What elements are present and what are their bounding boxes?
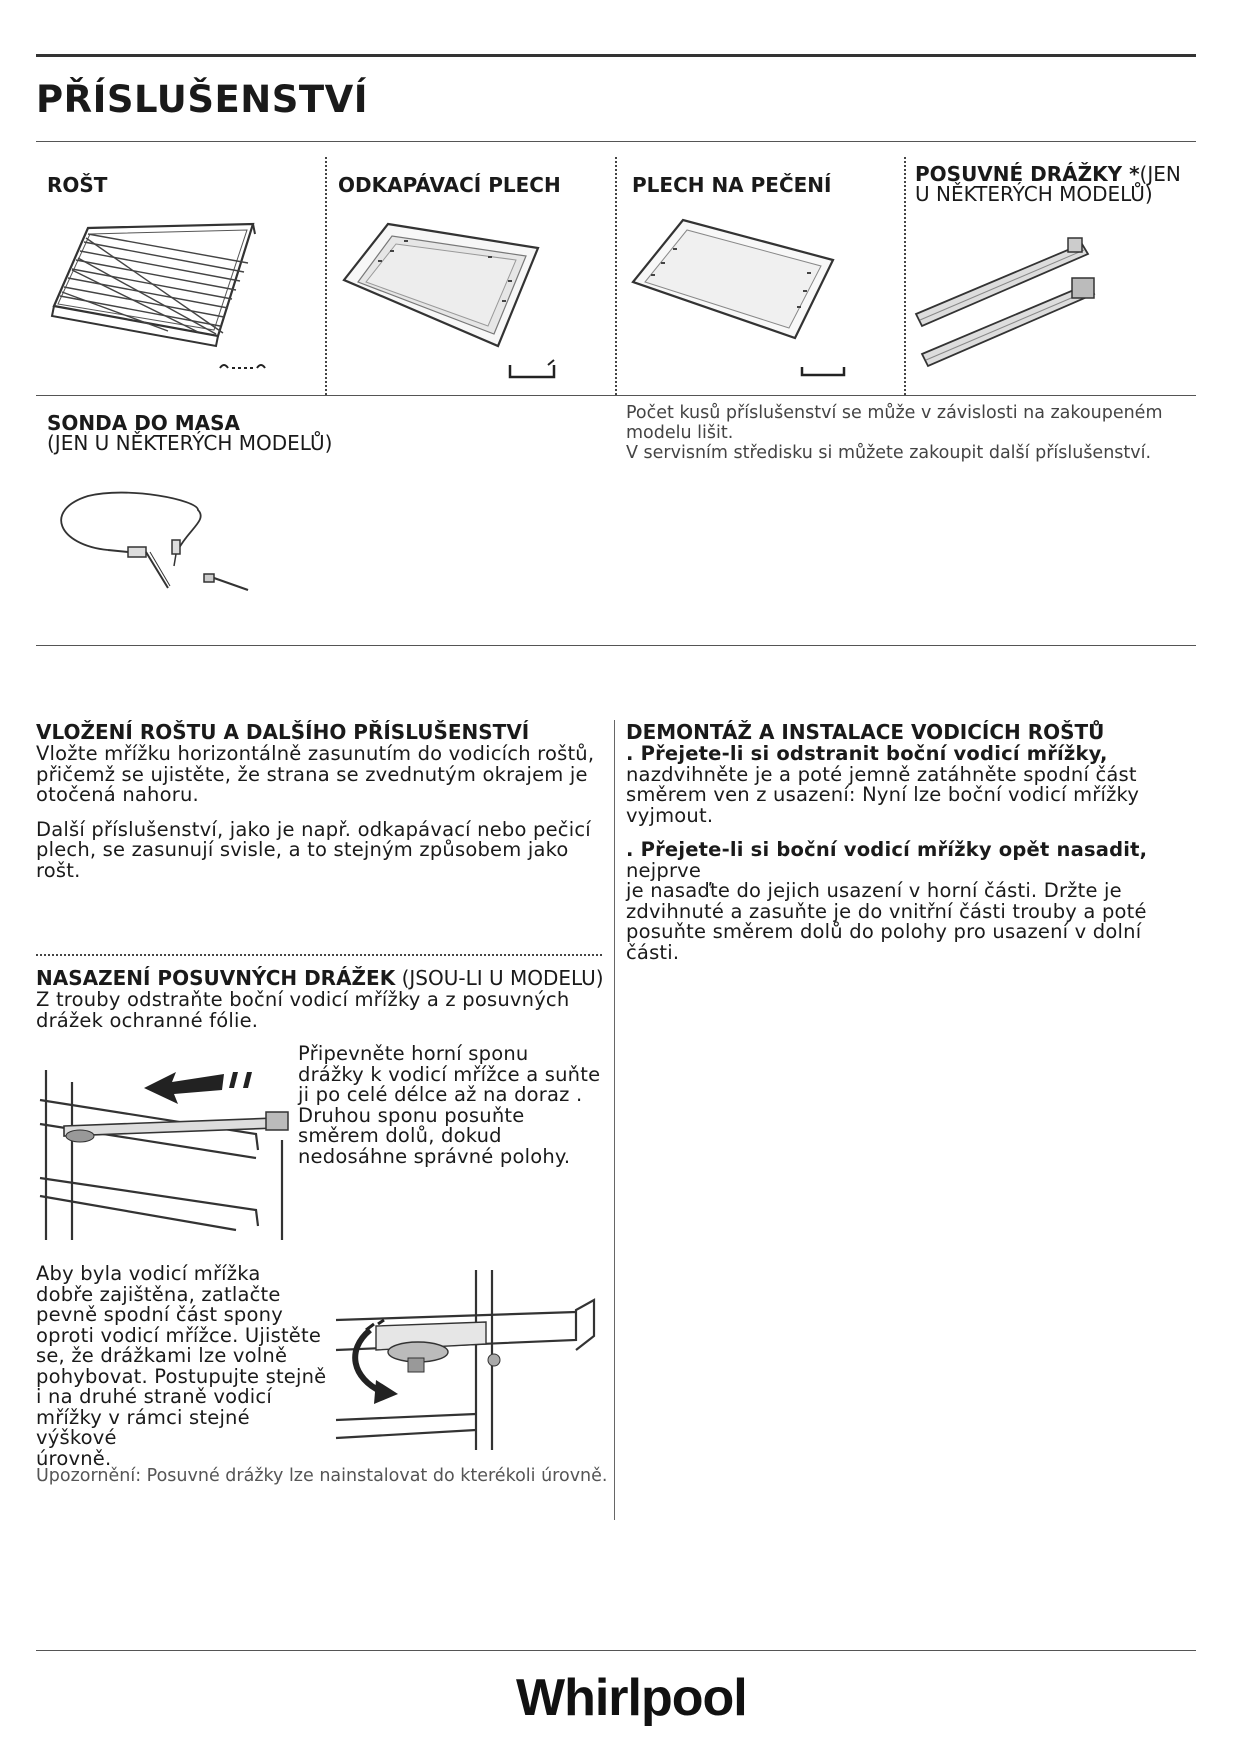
section-slides-note: (JSOU-LI U MODELU) [395,966,604,990]
accessories-bottom-rule [36,645,1196,646]
text-line: posuňte směrem dolů do polohy pro usazení v dolní [626,920,1142,943]
text-line: Vložte mřížku horizontálně zasunutím do vodicích roštů, [36,742,595,765]
text-line: rošt. [36,858,81,882]
text-line: plech, se zasunují svisle, a to stejným způsobem jako [36,838,569,861]
info-line-1: Počet kusů příslušenství se může v závislosti na zakoupeném [626,403,1163,423]
text-line: Připevněte horní sponu [298,1042,529,1065]
column-divider [614,720,615,1520]
section-slides-heading [36,966,606,990]
text-line: drážky k vodicí mřížce a suňte [298,1062,601,1086]
brand-logo: Whirlpool [516,1669,747,1727]
accessory-rost-label: ROŠT [47,173,108,197]
info-line-2: modelu lišit. [626,423,734,443]
text-line: pohybovat. Postupujte stejně [36,1364,327,1388]
text-line: je nasaďte do jejich usazení v horní části. Držte je [626,879,1122,902]
footer-rule [36,1650,1196,1651]
title-rule [36,141,1196,142]
accessory-posuvne-label [915,164,1181,204]
text-line: pevně spodní část spony [36,1303,283,1326]
meat-probe-image [48,490,258,600]
text-line: nedosáhne správné polohy. [298,1144,571,1168]
accessories-info [626,403,1163,463]
accessory-sonda-note: (JEN U NĚKTERÝCH MODELŮ) [47,431,333,455]
section-remove-paragraph-1 [626,744,1196,826]
text-line: Druhou sponu posuňte [298,1103,525,1127]
text-line: mřížky v rámci stejné výškové [36,1405,250,1449]
top-rule [36,54,1196,57]
drip-tray-image [338,220,568,390]
info-line-3: V servisním středisku si můžete zakoupit další příslušenství. [626,443,1152,463]
accessory-posuvne-note-2: U NĚKTERÝCH MODELŮ) [915,182,1153,206]
slide-lock-image [336,1270,606,1450]
text-line: směrem dolů, dokud [298,1124,502,1147]
text-line: Z trouby odstraňte boční vodicí mřížky a z posuvných [36,988,570,1011]
telescopic-slides-image [912,236,1112,366]
accessory-sonda-title: SONDA DO MASA [47,411,241,435]
accessory-posuvne-title: POSUVNÉ DRÁŽKY * [915,162,1140,186]
accessory-plech-label: PLECH NA PEČENÍ [632,173,832,197]
text-line: přičemž se ujistěte, že strana se zvednutým okrajem je [36,762,588,786]
section-insert-heading: VLOŽENÍ ROŠTU A DALŠÍHO PŘÍSLUŠENSTVÍ [36,720,530,744]
section-slides-warning: Upozornění: Posuvné drážky lze nainstalovat do kterékoli úrovně. [36,1466,608,1486]
section-slides-title: NASAZENÍ POSUVNÝCH DRÁŽEK [36,966,396,990]
text-line: nazdvihněte je a poté jemně zatáhněte spodní část [626,762,1137,786]
section-separator [36,954,602,956]
section-insert-paragraph-1 [36,744,606,806]
section-remove-p2-rest: nejprve [626,858,702,882]
text-line: vyjmout. [626,803,714,827]
text-line: zdvihnuté a zasuňte je do vnitřní části trouby a poté [626,899,1147,923]
section-insert [36,720,606,895]
baking-tray-image [627,210,857,380]
grid-divider-1 [325,157,327,395]
section-remove-heading: DEMONTÁŽ A INSTALACE VODICÍCH ROŠTŮ [626,720,1105,744]
grid-divider-2 [615,157,617,395]
accessory-posuvne-note-1: (JEN [1139,162,1181,186]
accessory-sonda-label [47,413,332,453]
text-line: části. [626,940,680,964]
section-slides-step-2 [36,1264,336,1469]
page-title: PŘÍSLUŠENSTVÍ [36,78,369,121]
slide-mounting-image [36,1060,296,1240]
section-remove-paragraph-2 [626,840,1196,963]
section-slides [36,966,606,1031]
text-line: Aby byla vodicí mřížka [36,1262,261,1285]
grid-divider-3 [904,157,906,395]
text-line: úrovně. [36,1446,112,1470]
wire-rack-image [48,218,258,378]
section-remove [626,720,1196,977]
text-line: dobře zajištěna, zatlačte [36,1282,281,1306]
text-line: oproti vodicí mřížce. Ujistěte [36,1323,322,1347]
section-remove-p1-bold: . Přejete-li si odstranit boční vodicí mřížky, [626,742,1108,765]
text-line: Další příslušenství, jako je např. odkapávací nebo pečicí [36,817,591,841]
accessory-odkapavaci-label: ODKAPÁVACÍ PLECH [338,173,561,197]
section-remove-p2-bold: . Přejete-li si boční vodicí mřížky opět nasadit, [626,838,1148,861]
text-line: drážek ochranné fólie. [36,1008,259,1032]
section-insert-paragraph-2 [36,817,606,882]
section-slides-step-1 [298,1044,608,1167]
text-line: ji po celé délce až na doraz . [298,1083,583,1106]
text-line: i na druhé straně vodicí [36,1385,272,1408]
text-line: směrem ven z usazení: Nyní lze boční vodicí mřížky [626,783,1140,806]
grid-mid-rule [36,395,1196,396]
section-slides-intro [36,990,606,1031]
text-line: se, že drážkami lze volně [36,1344,288,1367]
text-line: otočená nahoru. [36,783,199,806]
